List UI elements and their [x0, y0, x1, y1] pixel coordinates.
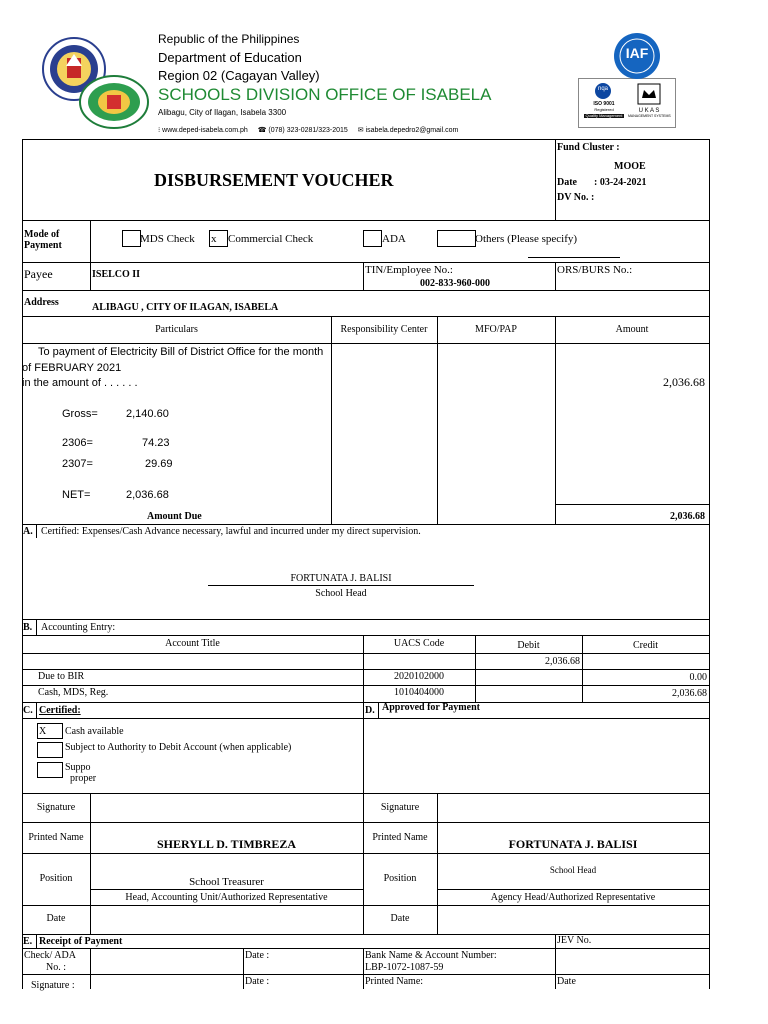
section-d-printed-name-label: Printed Name — [372, 832, 428, 843]
ada-checkbox[interactable] — [363, 230, 382, 247]
mds-check-label: MDS Check — [140, 233, 195, 245]
section-a-text: Certified: Expenses/Cash Advance necessary, lawful and incurred under my direct supervision. — [41, 526, 421, 537]
nqa-text: nqa — [597, 86, 608, 92]
mode-of-payment-label-2: Payment — [24, 240, 62, 251]
header-republic: Republic of the Philippines — [158, 32, 300, 46]
others-specify-line[interactable] — [528, 257, 620, 258]
section-a-position: School Head — [315, 588, 367, 599]
check-ada-label-2: No. : — [46, 962, 66, 973]
section-d-label: Approved for Payment — [382, 702, 480, 713]
section-d-position-label: Position — [383, 873, 417, 884]
fund-cluster-label: Fund Cluster : — [557, 142, 620, 153]
iso-sub2-text: Quality Management — [585, 113, 623, 118]
section-c-letter: C. — [23, 705, 33, 716]
section-a-name: FORTUNATA J. BALISI — [290, 573, 392, 584]
header-address: Alibagu, City of Ilagan, Isabela 3300 — [158, 108, 287, 117]
division-seal-icon — [78, 74, 150, 130]
net-value: 2,036.68 — [126, 489, 169, 501]
section-b-label: Accounting Entry: — [41, 622, 116, 633]
particulars-text-line-2: of FEBRUARY 2021 — [22, 362, 122, 374]
section-c-label: Certified: — [39, 705, 81, 716]
section-c-position-label: Position — [39, 873, 73, 884]
row-2-title: Due to BIR — [38, 671, 85, 682]
ada-label: ADA — [382, 233, 406, 245]
receipt-date-label-2: Date : — [245, 976, 270, 987]
payee-value: ISELCO II — [92, 269, 141, 280]
tin-value: 002-833-960-000 — [420, 278, 490, 289]
tax-2306-label: 2306= — [62, 437, 93, 449]
voucher-title: DISBURSEMENT VOUCHER — [154, 170, 394, 190]
section-c-printed-name-label: Printed Name — [28, 832, 84, 843]
web-icon: ⁝ — [158, 127, 163, 134]
header-department: Department of Education — [158, 50, 302, 65]
section-d-position: School Head — [549, 865, 597, 875]
row-3-code: 1010404000 — [394, 687, 444, 698]
cash-available-label: Cash available — [65, 726, 124, 737]
section-d-signature-label: Signature — [380, 802, 420, 813]
header-website: www.deped-isabela.com.ph — [162, 127, 248, 134]
bank-label: Bank Name & Account Number: — [365, 950, 497, 961]
receipt-date-label-3: Date — [557, 976, 576, 987]
check-ada-label-1: Check/ ADA — [24, 950, 76, 961]
ukas-text: U K A S — [638, 108, 660, 114]
section-d-position-sub: Agency Head/Authorized Representative — [490, 892, 656, 903]
section-c-printed-name: SHERYLL D. TIMBREZA — [156, 837, 297, 851]
receipt-signature-label: Signature : — [31, 980, 75, 991]
row-2-code: 2020102000 — [394, 671, 444, 682]
others-checkbox[interactable] — [437, 230, 476, 247]
mode-of-payment-label-1: Mode of — [24, 229, 60, 240]
amount-header: Amount — [615, 324, 649, 335]
ukas-crown-icon — [636, 82, 662, 106]
debit-header: Debit — [517, 640, 540, 651]
address-label: Address — [24, 297, 59, 308]
section-b-letter: B. — [23, 622, 33, 633]
mds-check-checkbox[interactable] — [122, 230, 141, 247]
header-region: Region 02 (Cagayan Valley) — [158, 68, 320, 83]
fund-cluster-value: MOOE — [614, 161, 646, 172]
row-2-credit: 0.00 — [689, 672, 707, 683]
commercial-check-mark: x — [211, 233, 217, 245]
gross-value: 2,140.60 — [126, 408, 169, 420]
particulars-text-line-3: in the amount of . . . . . . — [22, 377, 138, 389]
particulars-header: Particulars — [155, 324, 198, 335]
others-label: Others (Please specify) — [475, 233, 578, 245]
address-value: ALIBAGU , CITY OF ILAGAN, ISABELA — [92, 302, 279, 313]
gross-label: Gross= — [62, 408, 98, 420]
email-icon: ✉ — [357, 127, 366, 134]
uacs-code-header: UACS Code — [393, 638, 445, 649]
receipt-printed-name-label: Printed Name: — [365, 976, 424, 987]
section-c-position-sub: Head, Accounting Unit/Authorized Representative — [125, 892, 328, 903]
tax-2307-value: 29.69 — [145, 458, 173, 470]
date-label: Date — [557, 177, 577, 188]
header-contact-line — [158, 127, 458, 135]
subject-authority-label: Subject to Authority to Debit Account (when applicable) — [65, 742, 292, 753]
cash-available-mark: X — [39, 726, 47, 737]
section-d-letter: D. — [365, 705, 375, 716]
subject-authority-checkbox[interactable] — [37, 742, 63, 758]
section-e-label: Receipt of Payment — [39, 936, 123, 947]
header-phone: (078) 323-0281/323-2015 — [268, 127, 348, 134]
row-3-title: Cash, MDS, Reg. — [38, 687, 109, 698]
tax-2307-label: 2307= — [62, 458, 93, 470]
header-office: SCHOOLS DIVISION OFFICE OF ISABELA — [158, 85, 492, 104]
section-c-signature-label: Signature — [36, 802, 76, 813]
section-c-date-label: Date — [46, 913, 66, 924]
supporting-documents-label: Suppo — [65, 762, 91, 773]
ukas-sub-text: MANAGEMENT SYSTEMS — [628, 114, 671, 118]
payee-label: Payee — [24, 267, 53, 281]
ors-label: ORS/BURS No.: — [557, 264, 633, 276]
tax-2306-value: 74.23 — [142, 437, 170, 449]
supporting-documents-checkbox[interactable] — [37, 762, 63, 778]
responsibility-center-header: Responsibility Center — [340, 324, 428, 335]
row-1-debit: 2,036.68 — [545, 656, 580, 667]
section-a-letter: A. — [23, 526, 33, 537]
receipt-date-label: Date : — [245, 950, 270, 961]
section-e-letter: E. — [23, 936, 33, 947]
tin-label: TIN/Employee No.: — [365, 264, 453, 276]
amount-due-label: Amount Due — [147, 511, 202, 522]
iaf-logo-text: IAF — [625, 45, 649, 61]
row-3-credit: 2,036.68 — [672, 688, 707, 699]
dv-number-label: DV No. : — [557, 192, 595, 203]
credit-header: Credit — [633, 640, 658, 651]
bank-value: LBP-1072-1087-59 — [365, 962, 444, 973]
iso-sub-text: Registered — [594, 107, 614, 112]
date-value: : 03-24-2021 — [594, 177, 647, 188]
supporting-documents-label-2: proper — [70, 773, 97, 784]
particulars-amount: 2,036.68 — [663, 375, 705, 389]
account-title-header: Account Title — [165, 638, 220, 649]
header-email: isabela.depedro2@gmail.com — [365, 127, 459, 134]
jev-number-label: JEV No. — [557, 935, 592, 946]
amount-due-value: 2,036.68 — [670, 511, 705, 522]
iso-text: ISO 9001 — [593, 101, 615, 107]
net-label: NET= — [62, 489, 91, 501]
commercial-check-label: Commercial Check — [228, 233, 314, 245]
section-d-printed-name: FORTUNATA J. BALISI — [508, 837, 638, 851]
mfo-pap-header: MFO/PAP — [475, 324, 517, 335]
section-c-position: School Treasurer — [189, 876, 264, 888]
phone-icon: ☎ — [257, 127, 269, 134]
particulars-text-line-1: To payment of Electricity Bill of District Office for the month — [38, 346, 324, 358]
section-d-date-label: Date — [390, 913, 410, 924]
